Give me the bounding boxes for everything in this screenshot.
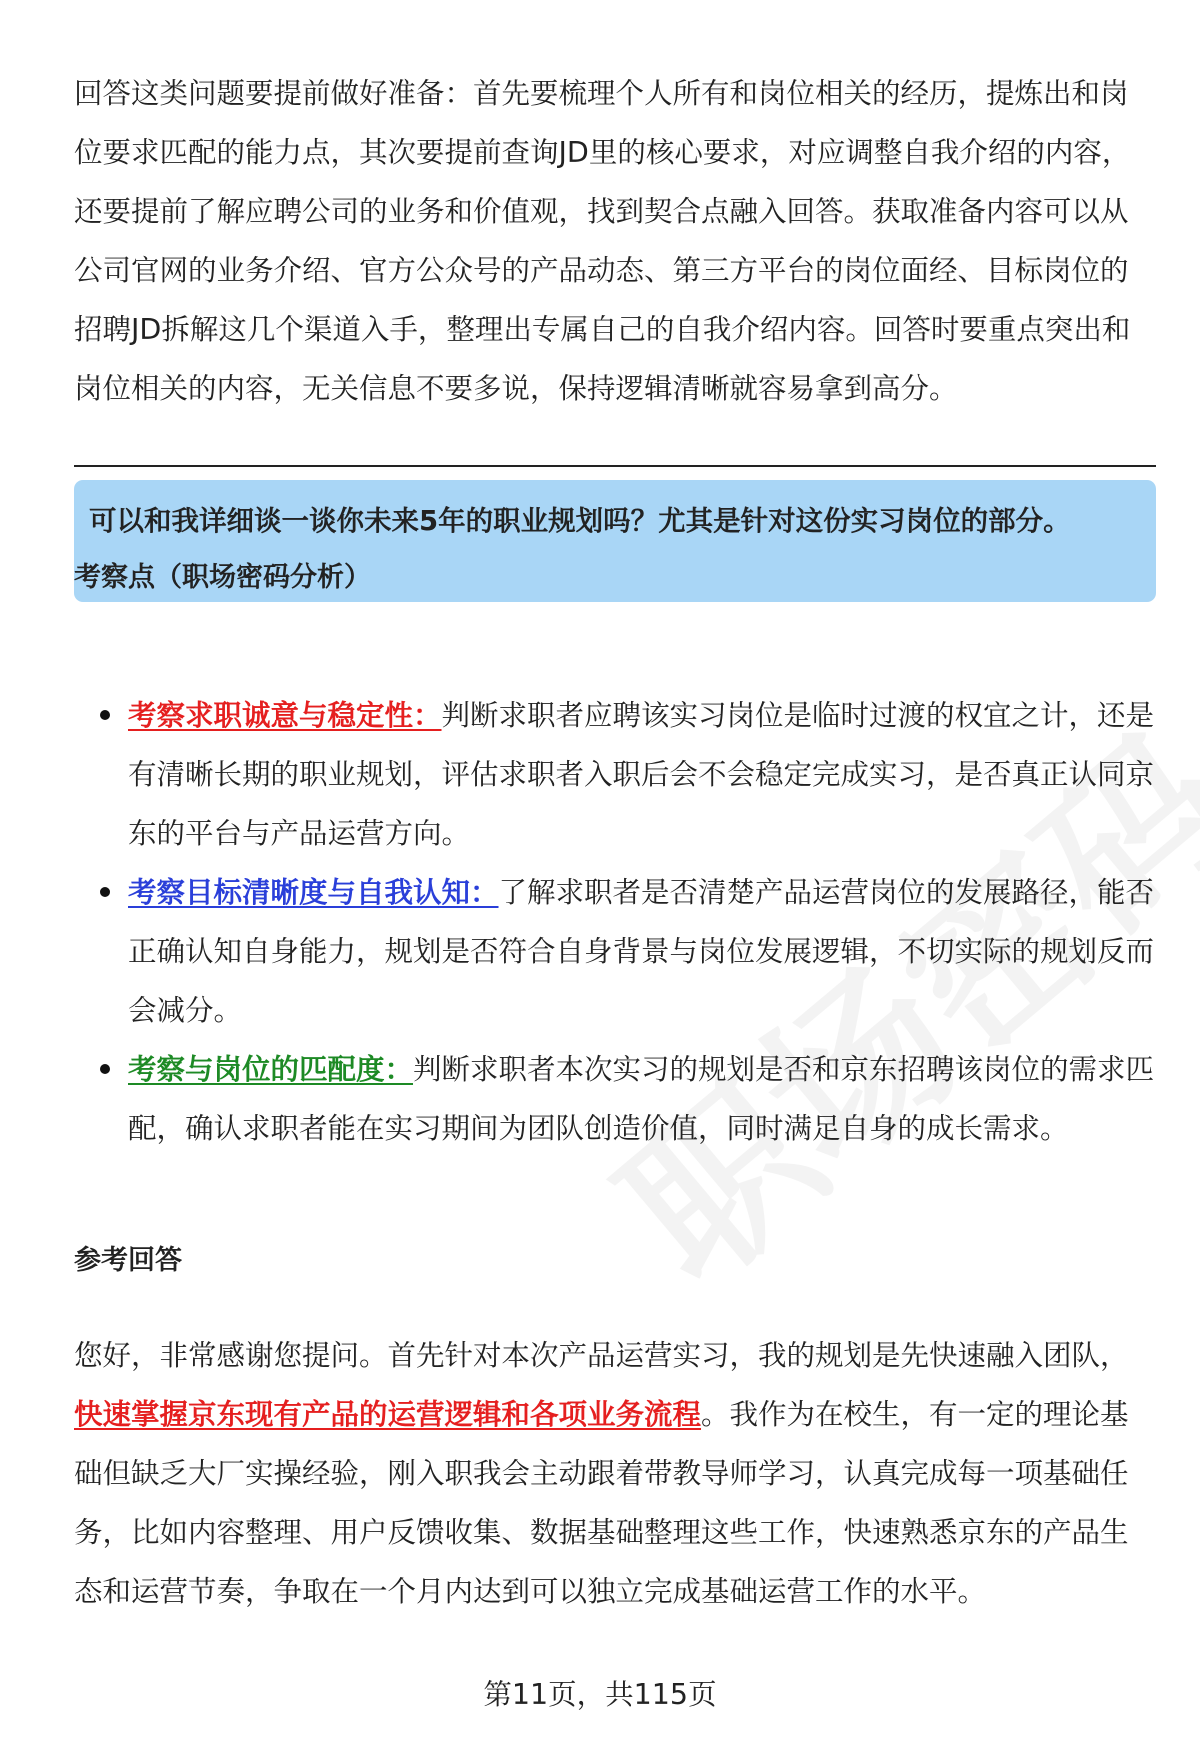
point-title: 考察求职诚意与稳定性： (128, 699, 442, 732)
bullet-icon (100, 710, 110, 720)
point-title: 考察与岗位的匹配度： (128, 1053, 414, 1086)
page-number: 第11页，共115页 (483, 1678, 717, 1711)
point-text: 判断求职者本次实习的规划是否和京东招聘该岗位的需求匹配，确认求职者能在实习期间为团队创造价值，同时满足自身的成长需求。 (128, 1053, 1155, 1145)
analysis-point (74, 686, 1156, 863)
answer-text-start: 您好，非常感谢您提问。首先针对本次产品运营实习，我的规划是先快速融入团队， (74, 1339, 1129, 1372)
analysis-point (74, 1040, 1156, 1158)
analysis-heading: 考察点（职场密码分析） (74, 562, 371, 593)
answer-paragraph (74, 1326, 1154, 1621)
divider (74, 465, 1156, 467)
point-text: 了解求职者是否清楚产品运营岗位的发展路径，能否正确认知自身能力，规划是否符合自身背景与岗位发展逻辑，不切实际的规划反而会减分。 (128, 876, 1155, 1027)
point-text: 判断求职者应聘该实习岗位是临时过渡的权宜之计，还是有清晰长期的职业规划，评估求职者入职后会不会稳定完成实习，是否真正认同京东的平台与产品运营方向。 (128, 699, 1155, 850)
question-box: 可以和我详细谈一谈你未来5年的职业规划吗？尤其是针对这份实习岗位的部分。 (74, 480, 1156, 602)
bullet-icon (100, 1064, 110, 1074)
intro-paragraph: 回答这类问题要提前做好准备：首先要梳理个人所有和岗位相关的经历，提炼出和岗位要求匹配的能力点，其次要提前查询JD里的核心要求，对应调整自我介绍的内容，还要提前了解应聘公司的业务和价值观，找到契合点融入回答。获取准备内容可以从公司官网的业务介绍、官方公众号的产品动态、第三方平台的岗位面经、目标岗位的招聘JD拆解这几个渠道入手，整理出专属自己的自我介绍内容。回答时要重点突出和岗位相关的内容，无关信息不要多说，保持逻辑清晰就容易拿到高分。 (74, 77, 1131, 405)
answer-highlight: 快速掌握京东现有产品的运营逻辑和各项业务流程 (74, 1398, 702, 1431)
point-title: 考察目标清晰度与自我认知： (128, 876, 499, 909)
answer-text-end: 。我作为在校生，有一定的理论基础但缺乏大厂实操经验，刚入职我会主动跟着带教导师学习，认真完成每一项基础任务，比如内容整理、用户反馈收集、数据基础整理这些工作，快速熟悉京东的产品生态和运营节奏，争取在一个月内达到可以独立完成基础运营工作的水平。 (74, 1398, 1129, 1608)
bullet-icon (100, 887, 110, 897)
analysis-point (74, 863, 1156, 1040)
analysis-points-list (74, 686, 1156, 1158)
answer-heading: 参考回答 (74, 1245, 182, 1276)
